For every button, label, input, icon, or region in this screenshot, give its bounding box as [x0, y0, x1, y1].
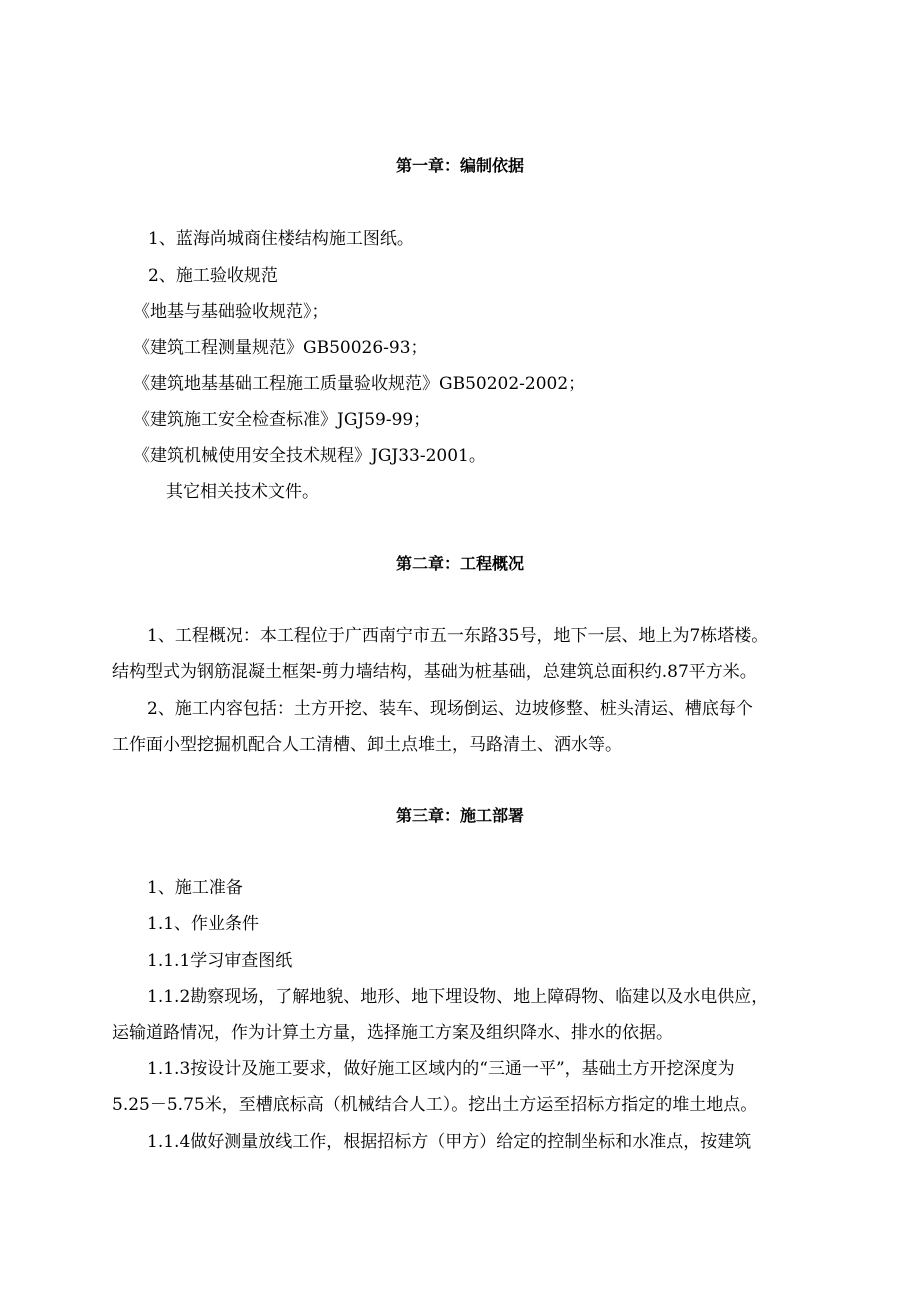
chapter-2-title: 第二章：工程概况 [395, 554, 524, 573]
chapter-1-item-3: 《地基与基础验收规范》； [133, 302, 329, 322]
chapter-3-line-1-1-3: 1.1.3按设计及施工要求，做好施工区域内的“三通一平”，基础土方开挖深度为 [147, 1059, 735, 1079]
chapter-2-paragraph-2-line-2: 工作面小型挖掘机配合人工清槽、卸土点堆土，马路清土、洒水等。 [112, 735, 622, 755]
chapter-1-item-5: 《建筑地基基础工程施工质量验收规范》GB50202-2002； [133, 374, 586, 394]
chapter-1-title: 第一章：编制依据 [395, 156, 524, 175]
chapter-3-line-1-1-3-cont: 5.25－5.75米，至槽底标高（机械结合人工）。挖出土方运至招标方指定的堆土地点。 [112, 1095, 758, 1115]
chapter-1-item-8: 其它相关技术文件。 [166, 482, 319, 502]
chapter-1-item-2: 2、施工验收规范 [148, 266, 278, 286]
chapter-1-item-7: 《建筑机械使用安全技术规程》JGJ33-2001。 [133, 446, 486, 466]
chapter-1-item-4: 《建筑工程测量规范》GB50026-93； [133, 338, 428, 358]
chapter-3-line-prep: 1、施工准备 [147, 878, 243, 898]
chapter-3-line-conditions: 1.1、作业条件 [147, 914, 260, 934]
chapter-3-line-1-1-2-cont: 运输道路情况，作为计算土方量，选择施工方案及组织降水、排水的依据。 [112, 1023, 673, 1043]
chapter-1-item-6: 《建筑施工安全检查标准》JGJ59-99； [133, 410, 431, 430]
chapter-3-title: 第三章：施工部署 [395, 806, 524, 825]
chapter-2-paragraph-1-line-2: 结构型式为钢筋混凝土框架-剪力墙结构，基础为桩基础，总建筑总面积约.87平方米。 [112, 662, 757, 682]
chapter-3-line-1-1-4: 1.1.4做好测量放线工作，根据招标方（甲方）给定的控制坐标和水准点，按建筑 [147, 1132, 752, 1152]
chapter-3-line-1-1-1: 1.1.1学习审查图纸 [147, 951, 293, 971]
chapter-3-line-1-1-2: 1.1.2勘察现场，了解地貌、地形、地下埋设物、地上障碍物、临建以及水电供应， [147, 987, 769, 1007]
chapter-2-paragraph-1-line-1: 1、工程概况：本工程位于广西南宁市五一东路35号，地下一层、地上为7栋塔楼。 [147, 626, 769, 646]
chapter-1-item-1: 1、蓝海尚城商住楼结构施工图纸。 [148, 229, 414, 249]
chapter-2-paragraph-2-line-1: 2、施工内容包括：土方开挖、装车、现场倒运、边坡修整、桩头清运、槽底每个 [147, 699, 753, 719]
